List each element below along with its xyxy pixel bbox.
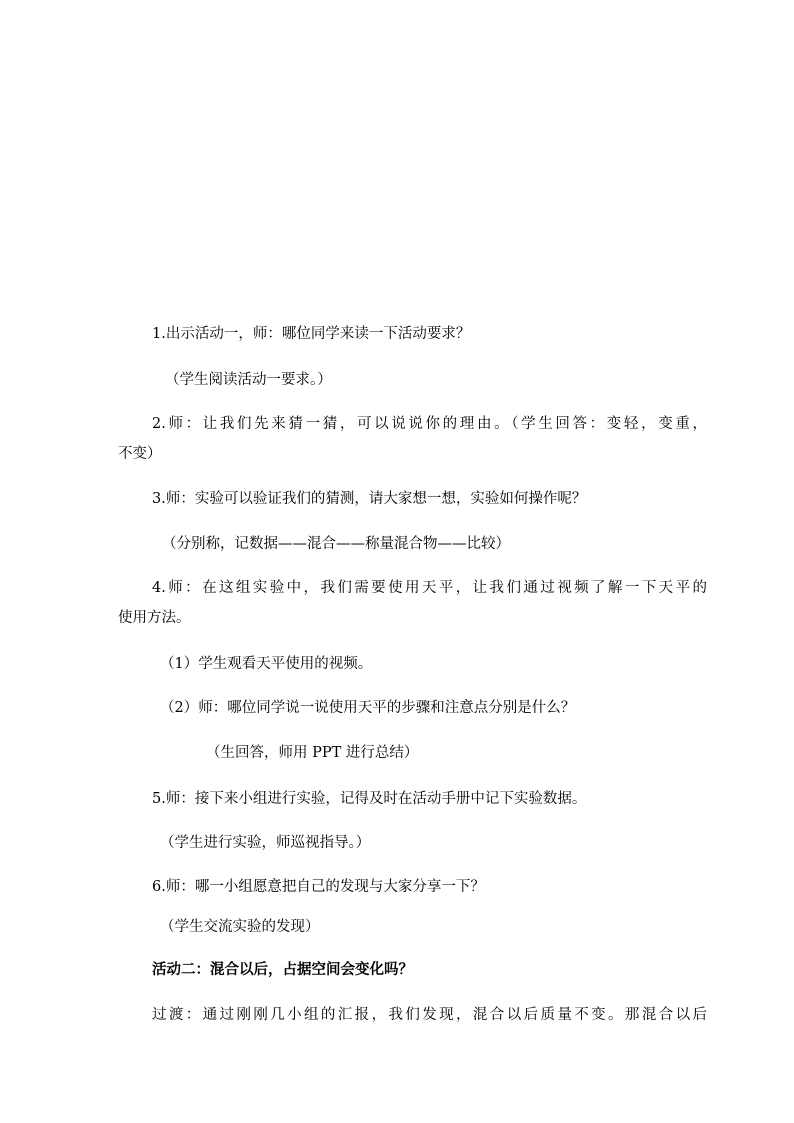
- step-1-text: 1.出示活动一，师：哪位同学来读一下活动要求？: [152, 326, 471, 342]
- sharing-note: （学生交流实验的发现）: [160, 919, 320, 935]
- step-4-text-continued: 使用方法。: [118, 610, 191, 626]
- procedure-note: （分别称，记数据——混合——称量混合物——比较）: [162, 536, 510, 552]
- step-2-text: 2.师：让我们先来猜一猜，可以说说你的理由。（学生回答：变轻，变重，: [152, 416, 707, 432]
- substep-1-text: （1）学生观看天平使用的视频。: [160, 656, 373, 672]
- substep-2-text: （2）师：哪位同学说一说使用天平的步骤和注意点分别是什么？: [160, 700, 576, 716]
- transition-text: 过渡：通过刚刚几小组的汇报，我们发现，混合以后质量不变。那混合以后: [152, 1007, 707, 1023]
- experiment-note: （学生进行实验，师巡视指导。）: [160, 835, 371, 851]
- student-reading-note: （学生阅读活动一要求。）: [165, 372, 332, 388]
- step-4-text: 4.师：在这组实验中，我们需要使用天平，让我们通过视频了解一下天平的: [152, 580, 707, 596]
- summary-note: （生回答，师用 PPT 进行总结）: [206, 745, 419, 761]
- step-2-text-continued: 不变）: [118, 446, 162, 462]
- activity-2-heading: 活动二：混合以后，占据空间会变化吗？: [152, 961, 413, 978]
- step-6-text: 6.师：哪一小组愿意把自己的发现与大家分享一下？: [152, 879, 485, 895]
- step-3-text: 3.师：实验可以验证我们的猜测，请大家想一想，实验如何操作呢？: [152, 491, 587, 507]
- step-5-text: 5.师：接下来小组进行实验，记得及时在活动手册中记下实验数据。: [152, 791, 587, 807]
